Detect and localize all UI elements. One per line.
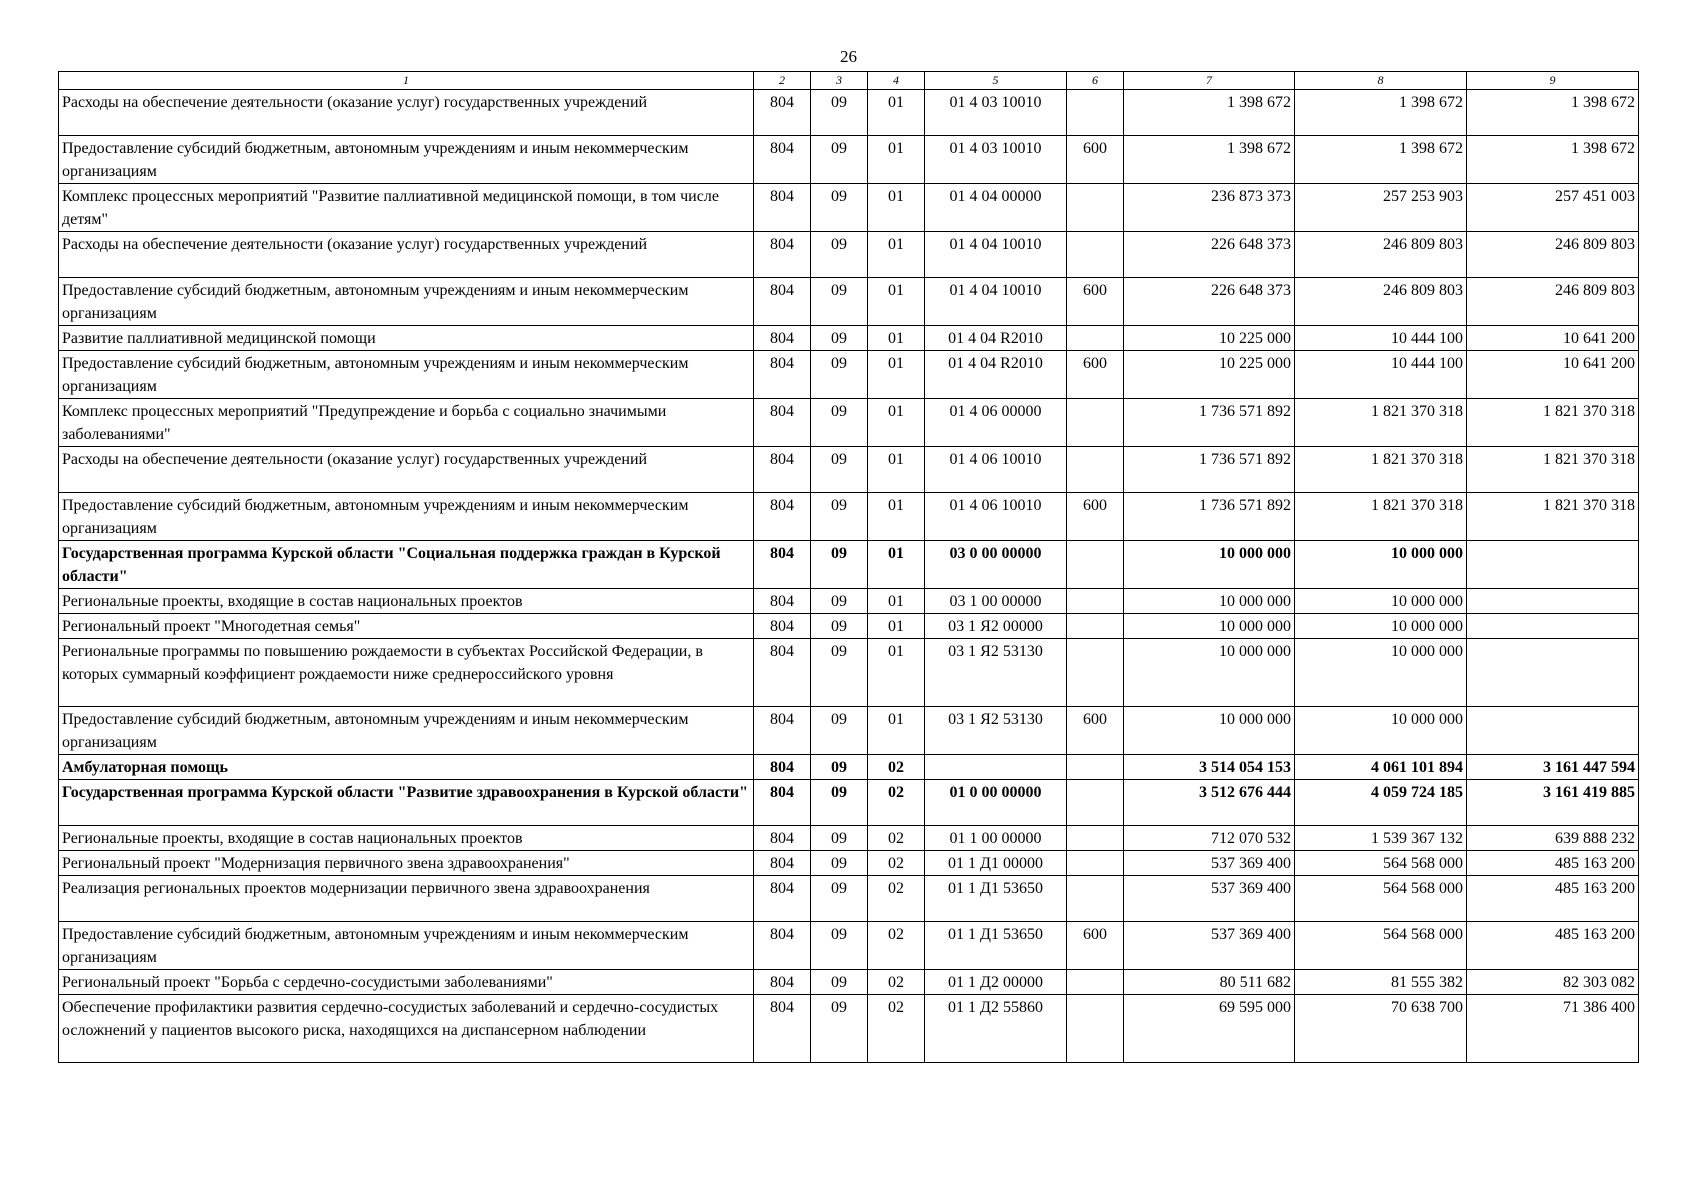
amount-year-3: [1467, 639, 1639, 707]
table-row: [59, 876, 1639, 922]
expense-type-code: [1067, 447, 1124, 493]
subsection-code: 02: [868, 851, 925, 876]
expense-type-code: [1067, 326, 1124, 351]
amount-year-3: 82 303 082: [1467, 970, 1639, 995]
row-name: Расходы на обеспечение деятельности (оказание услуг) государственных учреждений: [59, 232, 754, 278]
column-header: 4: [868, 72, 925, 90]
amount-year-1: 226 648 373: [1124, 232, 1295, 278]
amount-year-2: 1 821 370 318: [1295, 399, 1467, 447]
amount-year-1: 69 595 000: [1124, 995, 1295, 1063]
amount-year-2: 10 444 100: [1295, 326, 1467, 351]
expense-type-code: [1067, 541, 1124, 589]
amount-year-2: 246 809 803: [1295, 278, 1467, 326]
table-row: [59, 326, 1639, 351]
amount-year-2: 1 398 672: [1295, 90, 1467, 136]
amount-year-2: 10 444 100: [1295, 351, 1467, 399]
amount-year-1: 236 873 373: [1124, 184, 1295, 232]
table-row: [59, 278, 1639, 326]
amount-year-3: 1 398 672: [1467, 136, 1639, 184]
table-row: [59, 707, 1639, 755]
expense-type-code: [1067, 589, 1124, 614]
table-row: [59, 232, 1639, 278]
subsection-code: 01: [868, 447, 925, 493]
subsection-code: 02: [868, 970, 925, 995]
admin-code: 804: [754, 541, 811, 589]
admin-code: 804: [754, 755, 811, 780]
amount-year-1: 537 369 400: [1124, 851, 1295, 876]
target-article-code: 01 4 04 R2010: [925, 326, 1067, 351]
section-code: 09: [811, 876, 868, 922]
amount-year-1: 3 514 054 153: [1124, 755, 1295, 780]
admin-code: 804: [754, 707, 811, 755]
expense-type-code: [1067, 826, 1124, 851]
section-code: 09: [811, 589, 868, 614]
section-code: 09: [811, 970, 868, 995]
amount-year-2: 564 568 000: [1295, 851, 1467, 876]
amount-year-3: 246 809 803: [1467, 278, 1639, 326]
table-row: [59, 780, 1639, 826]
admin-code: 804: [754, 326, 811, 351]
table-row: [59, 399, 1639, 447]
budget-table: [58, 71, 1639, 1063]
section-code: 09: [811, 851, 868, 876]
table-row: [59, 826, 1639, 851]
subsection-code: 01: [868, 278, 925, 326]
amount-year-3: [1467, 614, 1639, 639]
row-name: Предоставление субсидий бюджетным, автономным учреждениям и иным некоммерческим организациям: [59, 136, 754, 184]
subsection-code: 01: [868, 326, 925, 351]
target-article-code: 01 1 00 00000: [925, 826, 1067, 851]
admin-code: 804: [754, 351, 811, 399]
target-article-code: 01 4 06 10010: [925, 447, 1067, 493]
table-row: [59, 995, 1639, 1063]
target-article-code: 01 4 03 10010: [925, 136, 1067, 184]
amount-year-1: 10 000 000: [1124, 541, 1295, 589]
admin-code: 804: [754, 278, 811, 326]
row-name: Региональный проект "Многодетная семья": [59, 614, 754, 639]
amount-year-3: 3 161 447 594: [1467, 755, 1639, 780]
subsection-code: 01: [868, 707, 925, 755]
amount-year-2: 10 000 000: [1295, 589, 1467, 614]
admin-code: 804: [754, 232, 811, 278]
amount-year-3: [1467, 589, 1639, 614]
target-article-code: 01 1 Д1 00000: [925, 851, 1067, 876]
subsection-code: 02: [868, 995, 925, 1063]
row-name: Региональный проект "Модернизация первичного звена здравоохранения": [59, 851, 754, 876]
table-row: [59, 90, 1639, 136]
table-row: [59, 614, 1639, 639]
amount-year-3: 71 386 400: [1467, 995, 1639, 1063]
amount-year-3: 10 641 200: [1467, 351, 1639, 399]
subsection-code: 01: [868, 90, 925, 136]
table-row: [59, 922, 1639, 970]
amount-year-2: 70 638 700: [1295, 995, 1467, 1063]
amount-year-1: 1 736 571 892: [1124, 493, 1295, 541]
row-name: Региональные проекты, входящие в состав национальных проектов: [59, 589, 754, 614]
table-row: [59, 970, 1639, 995]
section-code: 09: [811, 614, 868, 639]
admin-code: 804: [754, 639, 811, 707]
column-number-row: [59, 72, 1639, 90]
amount-year-3: 639 888 232: [1467, 826, 1639, 851]
target-article-code: 01 0 00 00000: [925, 780, 1067, 826]
target-article-code: 03 1 Я2 53130: [925, 639, 1067, 707]
table-row: [59, 639, 1639, 707]
amount-year-3: 1 821 370 318: [1467, 493, 1639, 541]
target-article-code: 03 0 00 00000: [925, 541, 1067, 589]
amount-year-2: 1 539 367 132: [1295, 826, 1467, 851]
amount-year-2: 1 821 370 318: [1295, 493, 1467, 541]
section-code: 09: [811, 351, 868, 399]
section-code: 09: [811, 826, 868, 851]
row-name: Развитие паллиативной медицинской помощи: [59, 326, 754, 351]
expense-type-code: 600: [1067, 707, 1124, 755]
admin-code: 804: [754, 136, 811, 184]
amount-year-2: 4 061 101 894: [1295, 755, 1467, 780]
amount-year-1: 537 369 400: [1124, 876, 1295, 922]
subsection-code: 01: [868, 184, 925, 232]
amount-year-3: 1 821 370 318: [1467, 447, 1639, 493]
target-article-code: 01 4 06 10010: [925, 493, 1067, 541]
section-code: 09: [811, 136, 868, 184]
subsection-code: 01: [868, 399, 925, 447]
amount-year-3: 1 821 370 318: [1467, 399, 1639, 447]
page-number: 26: [840, 47, 857, 66]
amount-year-1: 10 000 000: [1124, 589, 1295, 614]
admin-code: 804: [754, 851, 811, 876]
row-name: Расходы на обеспечение деятельности (оказание услуг) государственных учреждений: [59, 90, 754, 136]
amount-year-2: 564 568 000: [1295, 876, 1467, 922]
table-row: [59, 589, 1639, 614]
amount-year-3: 1 398 672: [1467, 90, 1639, 136]
amount-year-2: 564 568 000: [1295, 922, 1467, 970]
section-code: 09: [811, 90, 868, 136]
table-row: [59, 447, 1639, 493]
row-name: Региональный проект "Борьба с сердечно-сосудистыми заболеваниями": [59, 970, 754, 995]
amount-year-2: 246 809 803: [1295, 232, 1467, 278]
section-code: 09: [811, 922, 868, 970]
target-article-code: 03 1 Я2 53130: [925, 707, 1067, 755]
expense-type-code: [1067, 639, 1124, 707]
row-name: Региональные проекты, входящие в состав национальных проектов: [59, 826, 754, 851]
amount-year-3: [1467, 707, 1639, 755]
amount-year-1: 1 398 672: [1124, 136, 1295, 184]
admin-code: 804: [754, 589, 811, 614]
subsection-code: 01: [868, 493, 925, 541]
amount-year-2: 257 253 903: [1295, 184, 1467, 232]
amount-year-3: 485 163 200: [1467, 876, 1639, 922]
expense-type-code: [1067, 851, 1124, 876]
section-code: 09: [811, 780, 868, 826]
amount-year-1: 10 225 000: [1124, 351, 1295, 399]
amount-year-1: 10 000 000: [1124, 707, 1295, 755]
row-name: Региональные программы по повышению рождаемости в субъектах Российской Федерации, в которых суммарный коэффициент рождаемости ниже среднероссийского уровня: [59, 639, 754, 707]
target-article-code: 01 1 Д1 53650: [925, 876, 1067, 922]
subsection-code: 01: [868, 232, 925, 278]
column-header: 9: [1467, 72, 1639, 90]
row-name: Комплекс процессных мероприятий "Развитие паллиативной медицинской помощи, в том числе детям": [59, 184, 754, 232]
row-name: Предоставление субсидий бюджетным, автономным учреждениям и иным некоммерческим организациям: [59, 707, 754, 755]
expense-type-code: [1067, 970, 1124, 995]
admin-code: 804: [754, 922, 811, 970]
target-article-code: 01 1 Д2 55860: [925, 995, 1067, 1063]
table-row: [59, 541, 1639, 589]
amount-year-2: 1 398 672: [1295, 136, 1467, 184]
amount-year-2: 1 821 370 318: [1295, 447, 1467, 493]
subsection-code: 02: [868, 780, 925, 826]
column-header: 7: [1124, 72, 1295, 90]
section-code: 09: [811, 326, 868, 351]
table-row: [59, 851, 1639, 876]
section-code: 09: [811, 184, 868, 232]
amount-year-2: 10 000 000: [1295, 707, 1467, 755]
subsection-code: 01: [868, 136, 925, 184]
amount-year-2: 10 000 000: [1295, 614, 1467, 639]
expense-type-code: 600: [1067, 351, 1124, 399]
row-name: Государственная программа Курской области "Социальная поддержка граждан в Курской области": [59, 541, 754, 589]
table-body: [59, 90, 1639, 1063]
row-name: Предоставление субсидий бюджетным, автономным учреждениям и иным некоммерческим организациям: [59, 922, 754, 970]
amount-year-1: 10 000 000: [1124, 639, 1295, 707]
subsection-code: 01: [868, 589, 925, 614]
column-header: 6: [1067, 72, 1124, 90]
target-article-code: 01 4 06 00000: [925, 399, 1067, 447]
amount-year-3: 10 641 200: [1467, 326, 1639, 351]
row-name: Государственная программа Курской области "Развитие здравоохранения в Курской области": [59, 780, 754, 826]
row-name: Расходы на обеспечение деятельности (оказание услуг) государственных учреждений: [59, 447, 754, 493]
subsection-code: 01: [868, 614, 925, 639]
target-article-code: 01 1 Д2 00000: [925, 970, 1067, 995]
target-article-code: 01 4 03 10010: [925, 90, 1067, 136]
expense-type-code: [1067, 232, 1124, 278]
expense-type-code: [1067, 90, 1124, 136]
amount-year-3: 246 809 803: [1467, 232, 1639, 278]
admin-code: 804: [754, 826, 811, 851]
subsection-code: 01: [868, 541, 925, 589]
amount-year-1: 3 512 676 444: [1124, 780, 1295, 826]
amount-year-2: 10 000 000: [1295, 541, 1467, 589]
admin-code: 804: [754, 447, 811, 493]
target-article-code: 01 4 04 00000: [925, 184, 1067, 232]
row-name: Предоставление субсидий бюджетным, автономным учреждениям и иным некоммерческим организациям: [59, 351, 754, 399]
expense-type-code: [1067, 755, 1124, 780]
amount-year-1: 712 070 532: [1124, 826, 1295, 851]
amount-year-3: 257 451 003: [1467, 184, 1639, 232]
expense-type-code: [1067, 614, 1124, 639]
table-row: [59, 755, 1639, 780]
table-row: [59, 184, 1639, 232]
amount-year-1: 10 000 000: [1124, 614, 1295, 639]
table-row: [59, 351, 1639, 399]
target-article-code: 01 1 Д1 53650: [925, 922, 1067, 970]
amount-year-2: 10 000 000: [1295, 639, 1467, 707]
table-row: [59, 136, 1639, 184]
row-name: Предоставление субсидий бюджетным, автономным учреждениям и иным некоммерческим организациям: [59, 278, 754, 326]
amount-year-3: 485 163 200: [1467, 922, 1639, 970]
subsection-code: 02: [868, 755, 925, 780]
amount-year-1: 1 398 672: [1124, 90, 1295, 136]
row-name: Реализация региональных проектов модернизации первичного звена здравоохранения: [59, 876, 754, 922]
row-name: Комплекс процессных мероприятий "Предупреждение и борьба с социально значимыми заболеваниями": [59, 399, 754, 447]
expense-type-code: [1067, 876, 1124, 922]
expense-type-code: 600: [1067, 493, 1124, 541]
amount-year-3: 485 163 200: [1467, 851, 1639, 876]
section-code: 09: [811, 493, 868, 541]
section-code: 09: [811, 541, 868, 589]
section-code: 09: [811, 447, 868, 493]
section-code: 09: [811, 639, 868, 707]
column-header: 8: [1295, 72, 1467, 90]
amount-year-1: 80 511 682: [1124, 970, 1295, 995]
target-article-code: 01 4 04 10010: [925, 232, 1067, 278]
section-code: 09: [811, 399, 868, 447]
amount-year-1: 1 736 571 892: [1124, 447, 1295, 493]
amount-year-1: 537 369 400: [1124, 922, 1295, 970]
admin-code: 804: [754, 995, 811, 1063]
section-code: 09: [811, 755, 868, 780]
section-code: 09: [811, 707, 868, 755]
amount-year-1: 1 736 571 892: [1124, 399, 1295, 447]
target-article-code: 01 4 04 R2010: [925, 351, 1067, 399]
row-name: Предоставление субсидий бюджетным, автономным учреждениям и иным некоммерческим организациям: [59, 493, 754, 541]
amount-year-1: 226 648 373: [1124, 278, 1295, 326]
amount-year-3: 3 161 419 885: [1467, 780, 1639, 826]
column-header: 3: [811, 72, 868, 90]
subsection-code: 01: [868, 351, 925, 399]
target-article-code: [925, 755, 1067, 780]
expense-type-code: [1067, 995, 1124, 1063]
target-article-code: 01 4 04 10010: [925, 278, 1067, 326]
row-name: Обеспечение профилактики развития сердечно-сосудистых заболеваний и сердечно-сосудистых осложнений у пациентов высокого риска, находящихся на диспансерном наблюдении: [59, 995, 754, 1063]
subsection-code: 02: [868, 876, 925, 922]
table-row: [59, 493, 1639, 541]
section-code: 09: [811, 278, 868, 326]
admin-code: 804: [754, 876, 811, 922]
admin-code: 804: [754, 614, 811, 639]
amount-year-2: 4 059 724 185: [1295, 780, 1467, 826]
subsection-code: 02: [868, 922, 925, 970]
column-header: 1: [59, 72, 754, 90]
column-header: 2: [754, 72, 811, 90]
admin-code: 804: [754, 184, 811, 232]
column-header: 5: [925, 72, 1067, 90]
section-code: 09: [811, 995, 868, 1063]
subsection-code: 01: [868, 639, 925, 707]
subsection-code: 02: [868, 826, 925, 851]
admin-code: 804: [754, 493, 811, 541]
amount-year-3: [1467, 541, 1639, 589]
section-code: 09: [811, 232, 868, 278]
expense-type-code: 600: [1067, 922, 1124, 970]
expense-type-code: [1067, 184, 1124, 232]
admin-code: 804: [754, 780, 811, 826]
admin-code: 804: [754, 399, 811, 447]
admin-code: 804: [754, 90, 811, 136]
expense-type-code: 600: [1067, 136, 1124, 184]
admin-code: 804: [754, 970, 811, 995]
expense-type-code: [1067, 780, 1124, 826]
amount-year-2: 81 555 382: [1295, 970, 1467, 995]
target-article-code: 03 1 Я2 00000: [925, 614, 1067, 639]
expense-type-code: 600: [1067, 278, 1124, 326]
row-name: Амбулаторная помощь: [59, 755, 754, 780]
amount-year-1: 10 225 000: [1124, 326, 1295, 351]
expense-type-code: [1067, 399, 1124, 447]
target-article-code: 03 1 00 00000: [925, 589, 1067, 614]
